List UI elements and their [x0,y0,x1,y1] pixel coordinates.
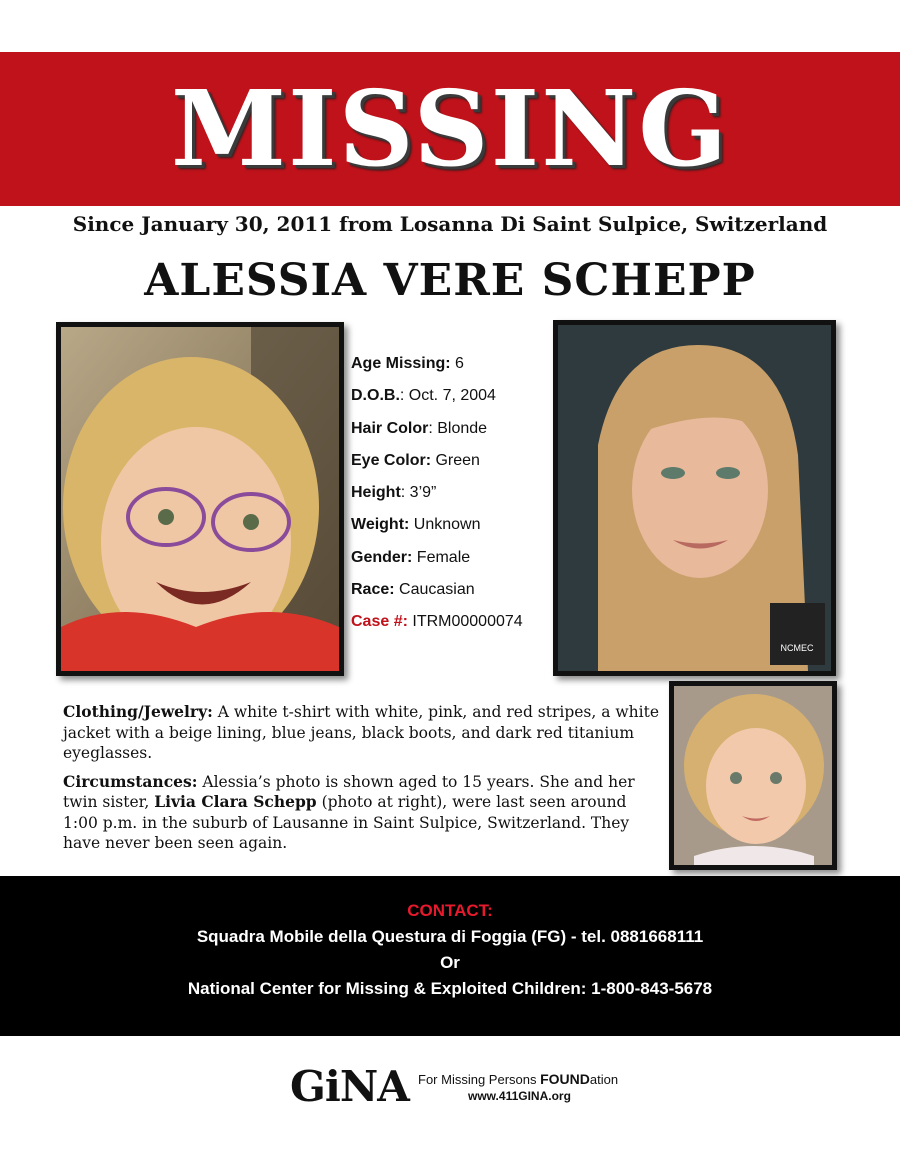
contact-ncmec: National Center for Missing & Exploited Children: 1-800-843-5678 [187,979,713,998]
fact-weight: Weight: Unknown [351,516,481,534]
contact-block [0,876,900,1036]
banner-title: MISSING [170,67,730,190]
gina-logo: GiNA [290,1062,409,1111]
fact-eye-color: Eye Color: Green [351,451,480,469]
contact-foggia: Squadra Mobile della Questura di Foggia (FG) - tel. 0881668111 [196,927,704,946]
contact-or: Or [440,953,460,972]
contact-title: CONTACT: [407,901,493,920]
fact-dob: D.O.B.: Oct. 7, 2004 [351,387,496,405]
missing-person-name: ALESSIA VERE SCHEPP [144,255,756,306]
gina-tagline: For Missing Persons FOUNDation [418,1071,619,1087]
child-photo [56,322,344,676]
person-facts [351,352,551,643]
fact-height: Height: 3’9” [351,484,437,502]
gina-url: www.411GINA.org [468,1089,571,1103]
missing-banner [0,52,900,206]
fact-race: Race: Caucasian [351,581,475,599]
twin-sister-photo [669,681,837,870]
fact-gender: Gender: Female [351,548,471,566]
fact-case-number: Case #: ITRM00000074 [351,613,523,631]
gina-footer [290,1062,650,1122]
case-description [63,702,663,862]
age-progressed-photo [553,320,836,676]
clothing-paragraph: Clothing/Jewelry: A white t-shirt with white, pink, and red stripes, a white jacket with a beige lining, blue jeans, black boots, and dark red titanium eyeglasses. [63,702,660,762]
svg-text:NCMEC: NCMEC [780,643,814,653]
fact-age-missing: Age Missing: 6 [351,355,464,372]
fact-hair-color: Hair Color: Blonde [351,419,488,437]
circumstances-paragraph: Circumstances: Alessia’s photo is shown aged to 15 years. She and her twin sister, Livia Clara Schepp (photo at right), were last seen around 1:00 p.m. in the suburb of Lausanne in Saint Sulpice, Switzerland. They have never been seen again. [63,771,635,852]
missing-since-line: Since January 30, 2011 from Losanna Di Saint Sulpice, Switzerland [72,212,828,236]
